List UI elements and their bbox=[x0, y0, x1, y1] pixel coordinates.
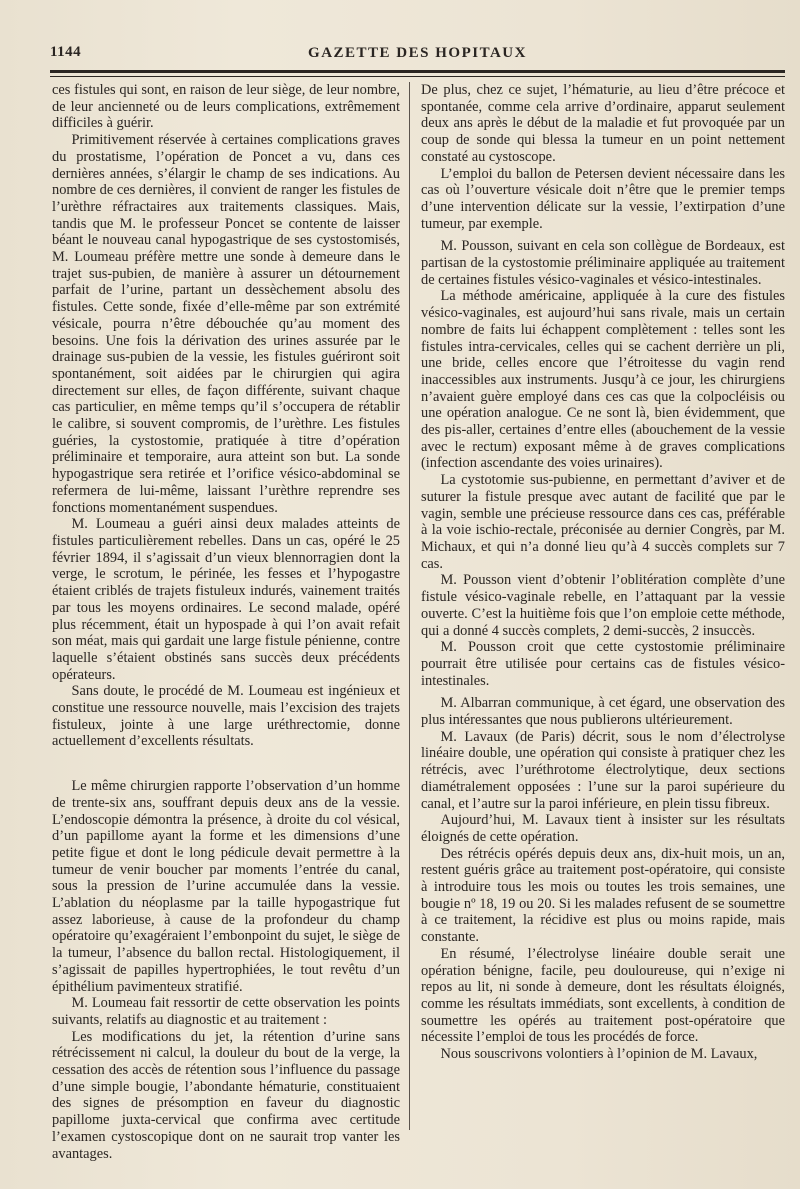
paragraph: M. Loumeau a guéri ainsi deux malades atteints de fistules particulièrement rebelles. Dans un cas, opéré le 25 février 1894, il s’agissait d’un vieux blennorragien dont la verge, le scrotum, le périnée, les fesses et l’hypogastre étaient criblés de trajets fistuleux indurés, vainement traités par tous les moyens ordinaires. Le second malade, opéré plus récemment, était un hypospade à qui l’on avait refait son méat, mais qui gardait une large fistule pénienne, contre laquelle s’étaient obstinés sans succès deux précédents opérateurs. bbox=[52, 516, 400, 683]
paragraph: La cystotomie sus-pubienne, en permettant d’aviver et de suturer la fistule presque avec autant de facilité que par le vagin, semble une précieuse ressource dans ces cas, préférable à la voie ischio-rectale, préconisée au dernier Congrès, par M. Michaux, et qui n’a donné lieu qu’à 4 succès complets sur 7 cas. bbox=[421, 472, 785, 572]
header-rule-thick bbox=[50, 70, 785, 73]
paragraph: L’emploi du ballon de Petersen devient nécessaire dans les cas où l’ouverture vésicale doit n’être que le premier temps d’une intervention délicate sur la vessie, l’extirpation d’une tumeur, par exemple. bbox=[421, 165, 785, 232]
running-title: GAZETTE DES HOPITAUX bbox=[308, 45, 527, 61]
paragraph: Des rétrécis opérés depuis deux ans, dix-huit mois, un an, restent guéris grâce au traitement post-opératoire, qui consiste à introduire tous les mois ou toutes les trois semaines, une bougie nº 18, 19 ou 20. Si les malades refusent de se soumettre à ce traitement, la récidive est plus ou moins rapide, mais constante. bbox=[421, 845, 785, 946]
paragraph: La méthode américaine, appliquée à la cure des fistules vésico-vaginales, est aujourd’hui sans rivale, mais un certain nombre de faits lui échappent complètement : telles sont les fistules intra-cervicales, celles qui se cachent derrière un pli, une bride, celles encore que l’étroitesse du vagin rend inaccessibles aux instruments. Jusqu’à ce jour, les chirurgiens n’avaient guère employé dans ces cas que la colpocléisis ou une opération analogue. Ce ne sont là, bien évidemment, que des pis-aller, certaines d’entre elles (abouchement de la vessie avec le rectum) exposant même à de graves complications (infection ascendante des voies urinaires). bbox=[421, 288, 785, 472]
paragraph: Primitivement réservée à certaines complications graves du prostatisme, l’opération de Poncet a vu, dans ces dernières années, s’élargir le champ de ses indications. Au nombre de ces dernières, il convient de ranger les fistules de l’urèthre réfractaires aux traitements classiques. Mais, tandis que M. le professeur Poncet se contente de laisser béant le nouveau canal hypogastrique de ses cystostomisés, M. Loumeau préfère mettre une sonde à demeure dans le trajet sus-pubien, de manière à assurer un détournement parfait de l’urine, partant un dessèchement absolu des fistules. Cette sonde, fixée d’elle-même par son extrémité vésicale, pourra n’être débouchée qu’au moment des besoins. Une fois la dérivation des urines assurée par le drainage sus-pubien de la vessie, les fistules guériront soit spontanément, soit aidées par le chirurgien qui agira directement sur elles, de façon différente, suivant chaque cas particulier, en même temps qu’il s’occupera de rétablir le calibre, si souvent compromis, de l’urèthre. Les fistules guéries, la cystostomie, pratiquée à titre d’opération préliminaire et temporaire, aura atteint son but. La sonde hypogastrique sera retirée et l’orifice vésico-abdominal se refermera de lui-même, laissant l’urèthre reprendre ses fonctions momentanément suspendues. bbox=[52, 132, 400, 516]
paragraph: M. Lavaux (de Paris) décrit, sous le nom d’électrolyse linéaire double, une opération qui consiste à pratiquer chez les rétrécis, avec l’uréthrotome électrolytique, deux sections diamétralement opposées : l’une sur la paroi supérieure du canal, et l’autre sur la paroi inférieure, en plein tissu fibreux. bbox=[421, 728, 785, 812]
paragraph: M. Pousson, suivant en cela son collègue de Bordeaux, est partisan de la cystostomie préliminaire appliquée au traitement de certaines fistules vésico-vaginales et vésico-intestinales. bbox=[421, 238, 785, 288]
paragraph: ces fistules qui sont, en raison de leur siège, de leur nombre, de leur ancienneté ou de leurs complications, extrêmement difficiles à guérir. bbox=[52, 82, 400, 132]
column-divider bbox=[409, 82, 410, 1130]
page-header bbox=[50, 44, 785, 68]
paragraph: M. Pousson vient d’obtenir l’oblitération complète d’une fistule vésico-vaginale rebelle, en l’attaquant par la vessie ouverte. C’est la huitième fois que l’on emploie cette méthode, qui a donné 4 succès complets, 2 demi-succès, 2 insuccès. bbox=[421, 572, 785, 639]
header-rule-thin bbox=[50, 76, 785, 77]
paragraph: M. Pousson croit que cette cystostomie préliminaire pourrait être utilisée pour certains cas de fistules vésico-intestinales. bbox=[421, 639, 785, 689]
paragraph: Sans doute, le procédé de M. Loumeau est ingénieux et constitue une ressource nouvelle, mais l’excision des trajets fistuleux, jointe à une large uréthrectomie, donne actuellement d’excellents résultats. bbox=[52, 683, 400, 750]
paragraph: De plus, chez ce sujet, l’hématurie, au lieu d’être précoce et spontanée, comme cela arrive d’ordinaire, apparut seulement deux ans après le début de la maladie et fut provoquée par un coup de sonde qui blessa la tumeur en un point nettement constaté au cystoscope. bbox=[421, 82, 785, 165]
left-column bbox=[52, 82, 400, 1162]
page-number: 1144 bbox=[50, 44, 82, 60]
right-column bbox=[421, 82, 785, 1063]
paragraph: M. Loumeau fait ressortir de cette observation les points suivants, relatifs au diagnostic et au traitement : bbox=[52, 995, 400, 1028]
paragraph: Nous souscrivons volontiers à l’opinion de M. Lavaux, bbox=[440, 1046, 758, 1063]
paragraph: Le même chirurgien rapporte l’observation d’un homme de trente-six ans, souffrant depuis deux ans de la vessie. L’endoscopie démontra la présence, à droite du col vésical, d’un papillome ayant la forme et les dimensions d’une petite figue et dont le long pédicule devait permettre à la tumeur de venir boucher par moments l’entrée du canal, sous la pression de l’urine accumulée dans la vessie. L’ablation du néoplasme par la taille hypogastrique fut assez laborieuse, à cause de la profondeur du champ opératoire qu’exagéraient l’embonpoint du sujet, le siège de la tumeur, l’absence du ballon rectal. Histologiquement, il s’agissait de papilles hypertrophiées, le tout revêtu d’un épithélium pavimenteux stratifié. bbox=[52, 778, 400, 995]
paragraph: M. Albarran communique, à cet égard, une observation des plus intéressantes que nous publierons ultérieurement. bbox=[421, 695, 785, 729]
paragraph: Les modifications du jet, la rétention d’urine sans rétrécissement ni calcul, la douleur du bout de la verge, la cessation des accès de rétention sous l’influence du passage d’une simple bougie, l’abondante hématurie, constituaient des signes de présomption en faveur du diagnostic papillome juxta-cervical que confirma avec certitude l’examen cystoscopique dont on ne saurait trop vanter les avantages. bbox=[52, 1028, 400, 1162]
paragraph: Aujourd’hui, M. Lavaux tient à insister sur les résultats éloignés de cette opération. bbox=[421, 812, 785, 845]
paragraph: En résumé, l’électrolyse linéaire double serait une opération bénigne, facile, peu douloureuse, qui n’exige ni repos au lit, ni sonde à demeure, dont les résultats éloignés, comme les résultats immédiats, sont excellents, à condition de soumettre les opérés au traitement post-opératoire que nécessite l’emploi de tous les procédés de force. bbox=[421, 945, 785, 1046]
